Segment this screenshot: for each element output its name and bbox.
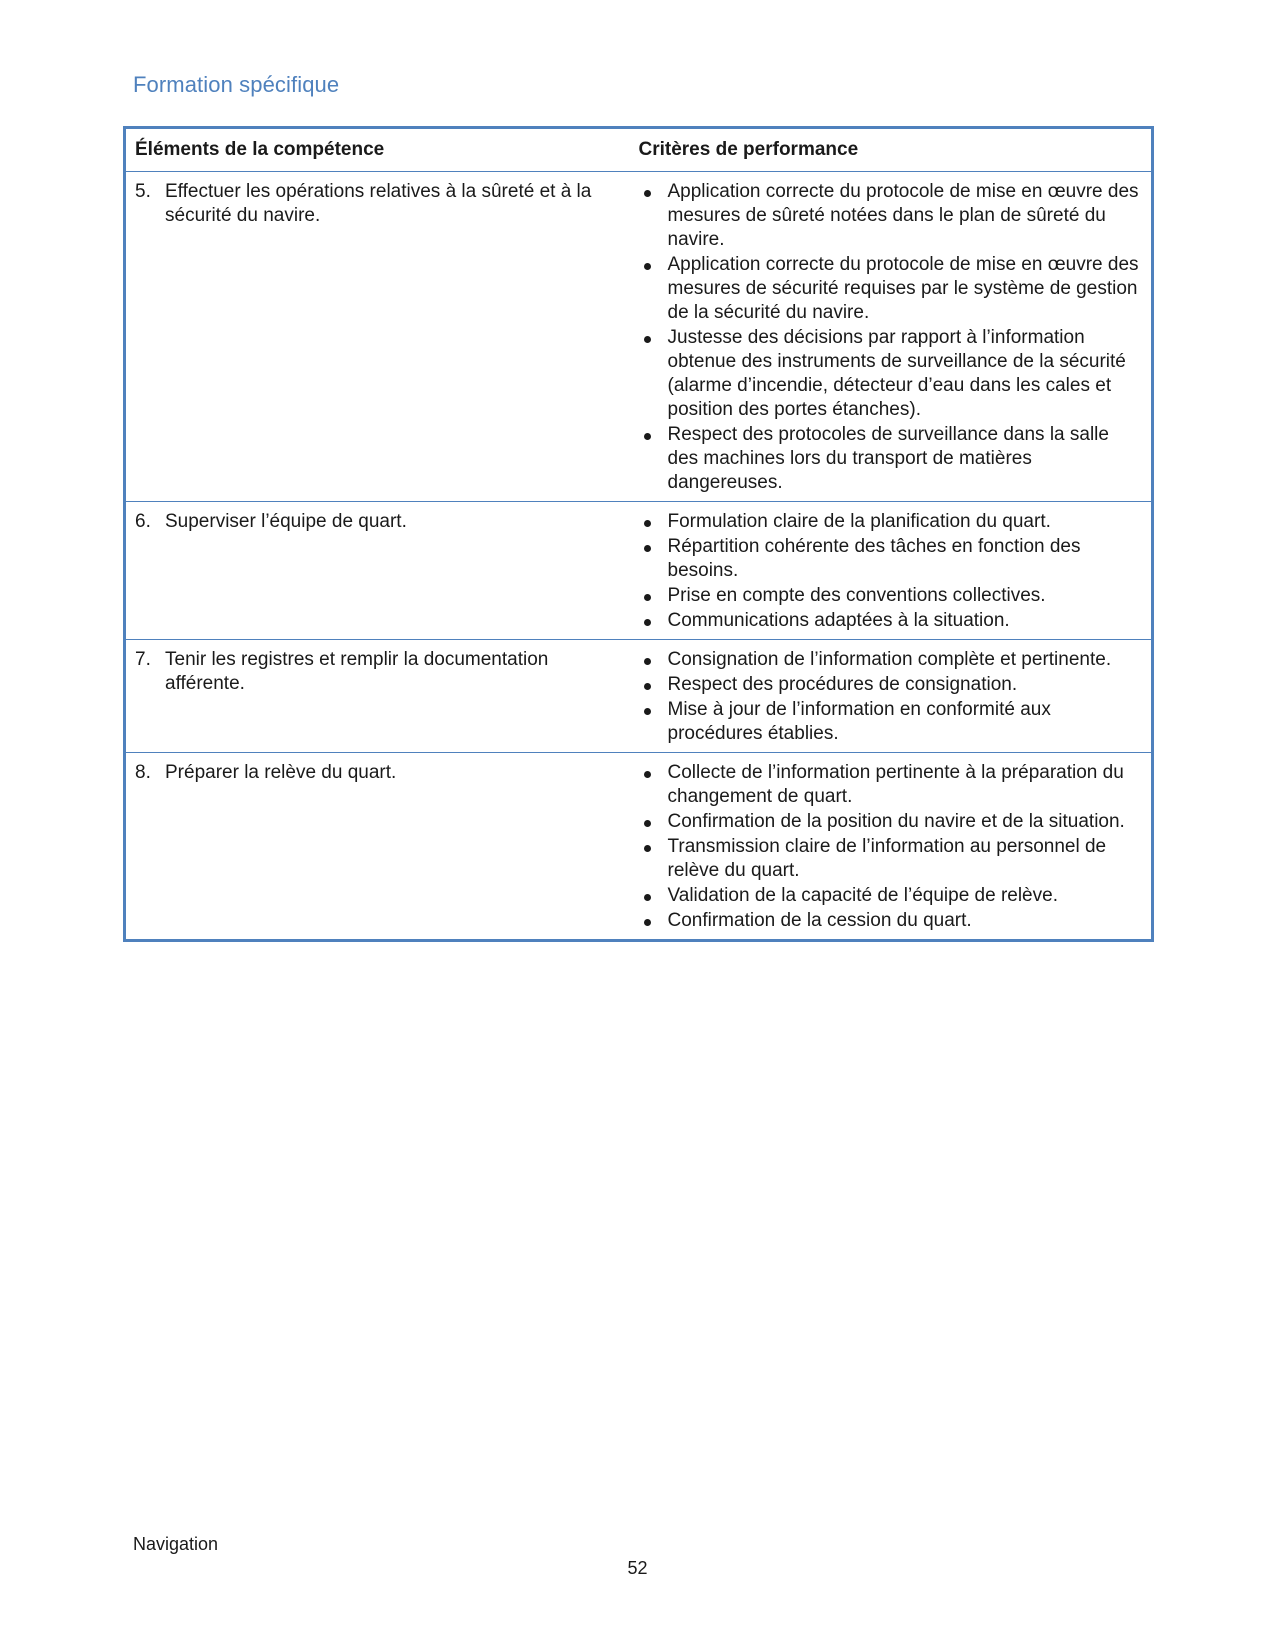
- list-item: [639, 253, 1142, 325]
- criterion-text: Consignation de l’information complète et pertinente.: [667, 649, 1112, 670]
- criterion-text: Prise en compte des conventions collectives.: [667, 585, 1046, 606]
- element-cell: [125, 502, 635, 640]
- element-cell: [125, 640, 635, 753]
- criteria-list: [639, 510, 1142, 633]
- list-item: [639, 835, 1142, 883]
- list-item: [639, 609, 1142, 633]
- element-cell: [125, 753, 635, 941]
- bullet-icon: [639, 423, 668, 495]
- criterion-text: Répartition cohérente des tâches en fonction des besoins.: [667, 536, 1081, 581]
- criteria-list: [639, 180, 1142, 495]
- bullet-icon: [639, 698, 668, 746]
- bullet-icon: [639, 673, 668, 697]
- element-text: Tenir les registres et remplir la documentation afférente.: [165, 649, 549, 694]
- criteria-list: [639, 648, 1142, 746]
- criterion-text: Justesse des décisions par rapport à l’information obtenue des instruments de surveillance de la sécurité (alarme d’incendie, détecteur d’eau dans les cales et position des portes étanches).: [667, 327, 1126, 420]
- criterion-text: Application correcte du protocole de mise en œuvre des mesures de sûreté notées dans le plan de sûreté du navire.: [667, 181, 1139, 250]
- criteria-cell: [635, 502, 1153, 640]
- table-row: [125, 753, 1153, 941]
- element-number: 7.: [135, 649, 151, 670]
- element-number: 8.: [135, 762, 151, 783]
- table-body: [125, 172, 1153, 941]
- bullet-icon: [639, 584, 668, 608]
- bullet-icon: [639, 761, 668, 809]
- table-header-row: [125, 128, 1153, 172]
- bullet-icon: [639, 835, 668, 883]
- element-text: Superviser l’équipe de quart.: [165, 511, 407, 532]
- bullet-icon: [639, 535, 668, 583]
- criterion-text: Confirmation de la cession du quart.: [667, 910, 972, 931]
- criterion-text: Confirmation de la position du navire et de la situation.: [667, 811, 1125, 832]
- criterion-text: Collecte de l’information pertinente à la préparation du changement de quart.: [667, 762, 1124, 807]
- criteria-list: [639, 761, 1142, 933]
- criteria-cell: [635, 753, 1153, 941]
- bullet-icon: [639, 326, 668, 422]
- criterion-text: Application correcte du protocole de mise en œuvre des mesures de sécurité requises par le système de gestion de la sécurité du navire.: [667, 254, 1139, 323]
- bullet-icon: [639, 648, 668, 672]
- criterion-text: Formulation claire de la planification du quart.: [667, 511, 1051, 532]
- list-item: [639, 909, 1142, 933]
- list-item: [639, 510, 1142, 534]
- element-cell: [125, 172, 635, 502]
- criterion-text: Respect des protocoles de surveillance dans la salle des machines lors du transport de matières dangereuses.: [667, 424, 1109, 493]
- element-text: Effectuer les opérations relatives à la sûreté et à la sécurité du navire.: [165, 181, 592, 226]
- bullet-icon: [639, 253, 668, 325]
- footer-label: Navigation: [133, 1534, 219, 1554]
- criterion-text: Communications adaptées à la situation.: [667, 610, 1010, 631]
- bullet-icon: [639, 510, 668, 534]
- table-row: [125, 502, 1153, 640]
- list-item: [639, 673, 1142, 697]
- list-item: [639, 761, 1142, 809]
- competence-table: [123, 126, 1154, 942]
- list-item: [639, 326, 1142, 422]
- list-item: [639, 180, 1142, 252]
- list-item: [639, 584, 1142, 608]
- table-row: [125, 640, 1153, 753]
- list-item: [639, 423, 1142, 495]
- bullet-icon: [639, 909, 668, 933]
- competence-element: [135, 761, 623, 785]
- page-title: Formation spécifique: [133, 72, 340, 97]
- element-number: 5.: [135, 181, 151, 202]
- criterion-text: Transmission claire de l’information au personnel de relève du quart.: [667, 836, 1107, 881]
- column-header-criteria: Critères de performance: [635, 128, 1153, 172]
- list-item: [639, 648, 1142, 672]
- bullet-icon: [639, 609, 668, 633]
- competence-element: [135, 180, 623, 228]
- criteria-cell: [635, 172, 1153, 502]
- criterion-text: Respect des procédures de consignation.: [667, 674, 1018, 695]
- competence-element: [135, 510, 623, 534]
- list-item: [639, 884, 1142, 908]
- criterion-text: Validation de la capacité de l’équipe de relève.: [667, 885, 1058, 906]
- table-row: [125, 172, 1153, 502]
- column-header-elements: Éléments de la compétence: [125, 128, 635, 172]
- list-item: [639, 698, 1142, 746]
- criterion-text: Mise à jour de l’information en conformité aux procédures établies.: [667, 699, 1051, 744]
- page-number: 52: [627, 1558, 648, 1578]
- bullet-icon: [639, 180, 668, 252]
- element-number: 6.: [135, 511, 151, 532]
- criteria-cell: [635, 640, 1153, 753]
- competence-element: [135, 648, 623, 696]
- list-item: [639, 810, 1142, 834]
- list-item: [639, 535, 1142, 583]
- bullet-icon: [639, 884, 668, 908]
- element-text: Préparer la relève du quart.: [165, 762, 397, 783]
- bullet-icon: [639, 810, 668, 834]
